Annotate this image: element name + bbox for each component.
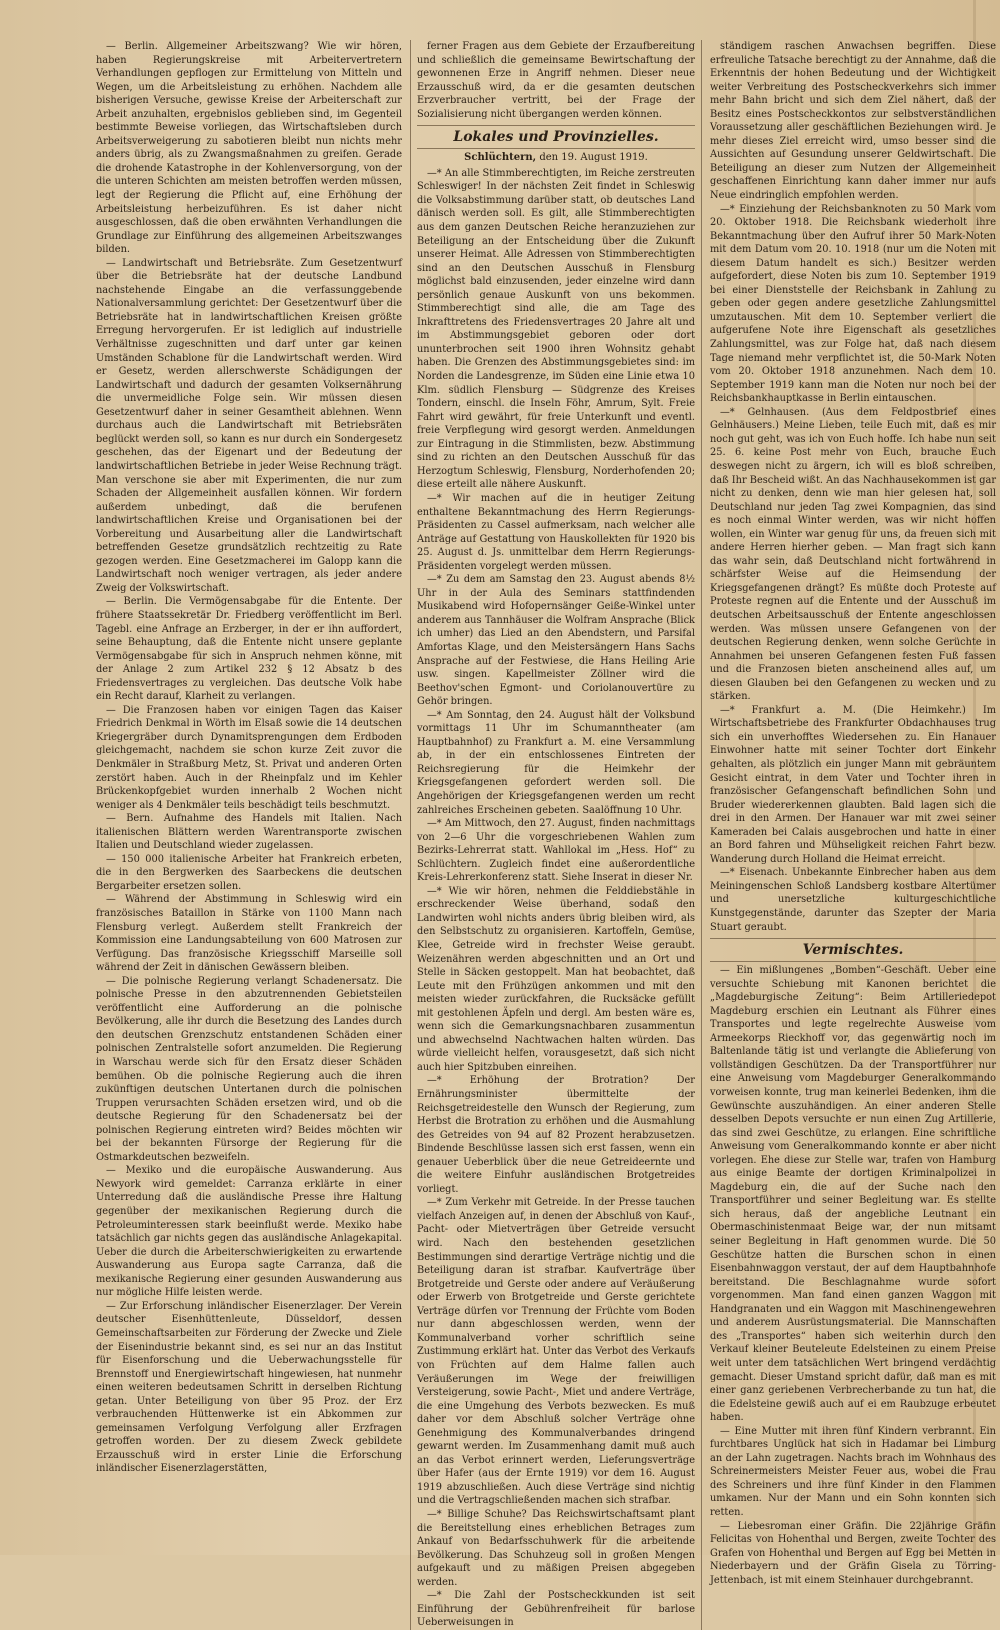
article: — 150 000 italienische Arbeiter hat Frankreich erbeten, die in den Bergwerken des Saarbeckens die deutschen Bergarbeiter ersetzen sollen. bbox=[96, 853, 402, 892]
article: —* Gelnhausen. (Aus dem Feldpostbrief eines Gelnhäusers.) Meine Lieben, teile Euch mit, daß es mir noch gut geht, was ich von Euch hoffe. Ich habe nun seit 25. 6. keine Post mehr von Euch, brauche Euch deswegen nicht zu ärgern, ich will es bloß schreiben, daß Ihr Bescheid wißt. An das Nachhausekommen ist gar nicht zu denken, denn wie man hier gelesen hat, soll Deutschland nur jeden Tag zwei Kompagnien, das sind es noch einmal Winter werden, was wir nicht hoffen wollen, ein Winter war genug für uns, da freuen sich mit andere Herren hierher geben. — Man fragt sich kann das wahr sein, daß Deutschland nicht fortwährend in schärfster Weise auf die Heimsendung der Kriegsgefangenen drängt? Es müßte doch Proteste auf Proteste regnen auf die Entente und der Ausschuß im deutschen Arbeitsausschuß der Entente angeschlossen werden. Was müssen unsere Gefangenen von der deutschen Regierung denken, wenn solche Gerüchte in Annahmen bei unseren Gefangenen festen Fuß fassen und die Franzosen bieten anscheinend alles auf, um diesen Glauben bei den Gefangenen zu wecken und zu stärken. bbox=[710, 406, 997, 703]
article: —* Am Mittwoch, den 27. August, finden nachmittags von 2—6 Uhr die vorgeschriebenen Wahlen zum Bezirks-Lehrerrat statt. Wahllokal im „Hess. Hof“ zu Schlüchtern. Zugleich findet eine außerordentliche Kreis-Lehrerkonferenz statt. Siehe Inserat in dieser Nr. bbox=[417, 818, 695, 884]
article: — Liebesroman einer Gräfin. Die 22jährige Gräfin Felicitas von Hohenthal und Bergen, zweite Tochter des Grafen von Hohenthal und Bergen auf Egg bei Metten in Niederbayern und der Gräfin Gisela zu Törring-Jettenbach, ist mit einem Steinhauer durchgebrannt. bbox=[710, 1520, 996, 1586]
article: —* Wie wir hören, nehmen die Felddiebstähle in erschreckender Weise überhand, sodaß den Landwirten wohl nichts anders übrig bleiben wird, als den Selbstschutz zu organisieren. Kartoffeln, Gemüse, Klee, Getreide wird in frechster Weise geraubt. Weizenähren werden abgeschnitten und an Ort und Stelle in Säcken gestoppelt. Man hat beobachtet, daß Leute mit den Frühzügen ankommen und mit den meisten wieder zurückfahren, die Rucksäcke gefüllt mit gestohlenen Äpfeln und dergl. Am besten wäre es, wenn sich die Gemarkungsnachbaren zusammentun und abwechselnd Nachtwachen halten würden. Das würde vielleicht helfen, vorausgesetzt, daß sich nicht auch hier Spitzbuben einreihen. bbox=[417, 885, 695, 1073]
dateline-place: Schlüchtern, bbox=[464, 152, 537, 164]
article: — Zur Erforschung inländischer Eisenerzlager. Der Verein deutscher Eisenhüttenleute, Düsseldorf, dessen Gemeinschaftsarbeiten zur Förderung der Zwecke und Ziele der Eisenindustrie bekannt sind, es sei nur an das Institut für Eisenforschung und die Ueberwachungsstelle für Brennstoff und Energiewirtschaft hingewiesen, hat nunmehr einen weiteren bedeutsamen Schritt in derselben Richtung getan. Unter Beteiligung von über 95 Proz. der Erz verbrauchenden Hüttenwerke ist ein Abkommen zur gemeinsamen Verfolgung Verfolgung aller Erzfragen getroffen worden. Der zu diesem Zweck gebildete Erzausschuß wird in erster Linie die Erforschung inländischer Eisenerzlagerstätten, bbox=[96, 1300, 402, 1475]
article: —* Zum Verkehr mit Getreide. In der Presse tauchen vielfach Anzeigen auf, in denen der Abschluß von Kauf-, Pacht- oder Mietverträgen über Getreide versucht wird. Nach den bestehenden gesetzlichen Bestimmungen sind derartige Verträge nichtig und die Beteiligung daran ist strafbar. Kaufverträge über Brotgetreide und Gerste oder andere auf Veräußerung oder Erwerb von Brotgetreide und Gerste gerichtete Verträge dürfen vor Trennung der Früchte vom Boden nur dann abgeschlossen werden, wenn der Kommunalverband vorher schriftlich seine Zustimmung erklärt hat. Unter das Verbot des Verkaufs von Früchten auf dem Halme fallen auch Veräußerungen im Wege der freiwilligen Versteigerung, sowie Pacht-, Miet und andere Verträge, die eine Umgehung des Verbots bezwecken. Es muß daher vor dem Abschluß solcher Verträge ohne Genehmigung des Kommunalverbandes dringend gewarnt werden. Im Zusammenhang damit muß auch an das Verbot erinnert werden, Lieferungsverträge über Hafer (aus der Ernte 1919) vor dem 16. August 1919 abzuschließen. Auch diese Verträge sind nichtig und die Vertragschließenden machen sich strafbar. bbox=[417, 1197, 695, 1507]
article: — Landwirtschaft und Betriebsräte. Zum Gesetzentwurf über die Betriebsräte hat der deutsche Landbund nachstehende Eingabe an die verfassunggebende Nationalversammlung gerichtet: Der Gesetzentwurf über die Betriebsräte hat in landwirtschaftlichen Kreisen größte Erregung hervorgerufen. Er ist lediglich auf industrielle Verhältnisse zugeschnitten und darf unter gar keinen Umständen Schablone für die Landwirtschaft werden. Wird er Gesetz, werden allerschwerste Schädigungen der Landwirtschaft und dadurch der gesamten Volksernährung die unvermeidliche Folge sein. Wir müssen diesen Gesetzentwurf daher in seiner Gesamtheit ablehnen. Wenn durchaus auch die Landwirtschaft mit Betriebsräten beglückt werden soll, so kann es nur durch ein Sondergesetz geschehen, das der Eigenart und der Bedeutung der landwirtschaftlichen Betriebe in jeder Weise Rechnung trägt. Man verschone sie aber mit Experimenten, die nur zum Schaden der Allgemeinheit ausfallen können. Wir fordern außerdem unbedingt, daß die berufenen landwirtschaftlichen Kreise und Organisationen bei der Vorbereitung und Ausarbeitung aller die Landwirtschaft betreffenden Gesetze grundsätzlich rechtzeitig zu Rate gezogen werden. Eine Gesetzmacherei im Galopp kann die Landwirtschaft noch weniger vertragen, als jeder andere Zweig der Volkswirtschaft. bbox=[96, 257, 402, 594]
dateline-date: den 19. August 1919. bbox=[539, 152, 648, 164]
article: — Berlin. Die Vermögensabgabe für die Entente. Der frühere Staatssekretär Dr. Friedberg veröffentlicht im Berl. Tagebl. eine Anfrage an Erzberger, in der er ihn auffordert, seine Behauptung, daß die Entente nicht unsere geplante Vermögensabgabe für sich in Anspruch nehmen könne, mit der Anlage 2 zum Artikel 232 § 12 Absatz b des Friedensvertrages zu vergleichen. Das deutsche Volk habe ein Recht darauf, Klarheit zu verlangen. bbox=[96, 596, 402, 703]
article: ständigem raschen Anwachsen begriffen. Diese erfreuliche Tatsache berechtigt zu der Annahme, daß die Erkenntnis der hohen Bedeutung und der Wichtigkeit weiter Verbreitung des Postscheckverkehrs sich immer mehr Bahn bricht und sich dem Ziel nähert, daß der Besitz eines Postscheckkontos zur selbstverständlichen Voraussetzung aller geschäftlichen Beziehungen wird. Je mehr dieses Ziel erreicht wird, umso besser sind die Aussichten auf Gesundung unserer Geldwirtschaft. Die Beteiligung an dieser zum Nutzen der Allgemeinheit geschaffenen Einrichtung kann daher immer nur aufs Neue eindringlich empfohlen werden. bbox=[710, 41, 996, 202]
article: —* Die Zahl der Postscheckkunden ist seit Einführung der Gebührenfreiheit für barlose Ueberweisungen in bbox=[417, 1590, 695, 1629]
dateline bbox=[417, 151, 695, 165]
article: —* An alle Stimmberechtigten, im Reiche zerstreuten Schleswiger! In der nächsten Zeit findet in Schleswig die Volksabstimmung darüber statt, ob deutsches Land dänisch werden soll. Es gilt, alle Stimmberechtigten aus dem ganzen Deutschen Reiche heranzuziehen zur Beteiligung an der Entscheidung über die Zukunft unserer Heimat. Alle Adressen von Stimmberechtigten sind an den Deutschen Ausschuß in Flensburg möglichst bald einzusenden, jeder einzelne wird dann persönlich genaue Auskunft von uns bekommen. Stimmberechtigt sind alle, die am Tage des Inkrafttretens des Friedensvertrages 20 Jahre alt und im Abstimmungsgebiet geboren oder dort ununterbrochen seit 1900 ihren Wohnsitz gehabt haben. Die Grenzen des Abstimmungsgebietes sind: im Norden die Landesgrenze, im Süden eine Linie etwa 10 Klm. südlich Flensburg — Südgrenze des Kreises Tondern, einschl. die Inseln Föhr, Amrum, Sylt. Freie Fahrt wird gewährt, für freie Unterkunft und eventl. freie Verpflegung wird gesorgt werden. Anmeldungen zur Eintragung in die Stimmlisten, bezw. Abstimmung sind zu richten an den Deutschen Ausschuß für das Herzogtum Schleswig, Flensburg, Norderhofenden 20; diese erteilt alle nähere Auskunft. bbox=[417, 167, 695, 491]
column-middle bbox=[410, 40, 702, 1630]
article: — Ein mißlungenes „Bomben“-Geschäft. Ueber eine versuchte Schiebung mit Kanonen berichtet die „Magdeburgische Zeitung“: Beim Artilleriedepot Magdeburg erschien ein Leutnant als Führer eines Transportes und legte regelrechte Ausweise vom Armeekorps Rieckhoff vor, das gegenwärtig noch im Baltenlande tätig ist und verlangte die Ablieferung von vollständigen Geschützen. Da der Transportführer nur eine Anweisung vom Magdeburger Generalkommando vorweisen konnte, trug man keinerlei Bedenken, ihm die Gewünschte auszuhändigen. An einer anderen Stelle desselben Depots versuchte er nun einen Zug Artillerie, das sind zwei Geschütze, zu erlangen. Eine schriftliche Anweisung vom Generalkommando konnte er aber nicht vorlegen. Ehe diese zur Stelle war, trafen von Hamburg aus einige Beamte der dortigen Kriminalpolizei in Magdeburg ein, die auf der Suche nach den Transportführer und seiner Begleitung war. Es stellte sich heraus, daß der angebliche Leutnant ein Obermaschinistenmaat Beige war, der nun mitsamt seiner Begleitung in Haft genommen wurde. Die 50 Geschütze hatten die Burschen schon in einen Eisenbahnwaggon verstaut, der auf dem Hauptbahnhofe bereitstand. Die Beschlagnahme wurde sofort vorgenommen. Man fand einen ganzen Waggon mit Handgranaten und ein Waggon mit Maschinengewehren und anderem Ausrüstungsmaterial. Die Mannschaften des „Transportes“ haben sich weiterhin durch den Verkauf kleiner Beuteleute Edelsteinen zu einem Preise weit unter dem tatsächlichen Wert bringend verdächtig gemacht. Dieser Umstand spricht dafür, daß man es mit einer ganz geriebenen Verbrecherbande zu tun hat, die die Edelsteine gewiß auch auf ei em Raubzuge erbeutet haben. bbox=[710, 965, 996, 1424]
article: — Während der Abstimmung in Schleswig wird ein französisches Bataillon in Stärke von 1100 Mann nach Flensburg verlegt. Außerdem stellt Frankreich der Kommission eine Landungsabteilung von 600 Matrosen zur Verfügung. Das französische Kriegsschiff Marseille soll während der Zeit in dänischen Gewässern bleiben. bbox=[96, 894, 402, 974]
section-heading-misc: Vermischtes. bbox=[710, 938, 996, 962]
article: —* Frankfurt a. M. (Die Heimkehr.) Im Wirtschaftsbetriebe des Frankfurter Obdachhauses trug sich ein unverhofftes Wiedersehen zu. Ein Hanauer Einwohner hatte mit seiner Tochter dort Einkehr gehalten, als plötzlich ein junger Mann mit gebräuntem Gesicht eintrat, in dem Vater und Tochter ihren in französischer Gefangenschaft befindlichen Sohn und Bruder wiedererkennen glaubten. Bald lagen sich die drei in den Armen. Der Hanauer war mit zwei seiner Kameraden bei Calais ausgebrochen und hatte in einer an Bord fahren und Mühseligkeit reichen Fahrt bezw. Wanderung durch Holland die Heimat erreicht. bbox=[710, 704, 996, 865]
section-heading-local: Lokales und Provinzielles. bbox=[417, 125, 695, 149]
article: —* Eisenach. Unbekannte Einbrecher haben aus dem Meiningenschen Schloß Landsberg kostbare Altertümer und unersetzliche kulturgeschichtliche Kunstgegenstände, darunter das Szepter der Maria Stuart geraubt. bbox=[710, 867, 996, 933]
article: —* Billige Schuhe? Das Reichswirtschaftsamt plant die Bereitstellung eines erheblichen Betrages zum Ankauf von Bedarfsschuhwerk für die arbeitende Bevölkerung. Das Schuhzeug soll in großen Mengen aufgekauft und zu mäßigen Preisen abgegeben werden. bbox=[417, 1508, 695, 1588]
article-continuation: ferner Fragen aus dem Gebiete der Erzaufbereitung und schließlich die gemeinsame Bewirtschaftung der gewonnenen Erze in Angriff nehmen. Dieser neue Erzausschuß wird, da er die gesamten deutschen Erzverbraucher vertritt, bei der Frage der Sozialisierung nicht übergangen werden können. bbox=[417, 41, 695, 120]
article: — Mexiko und die europäische Auswanderung. Aus Newyork wird gemeldet: Carranza erklärte in einer Unterredung daß die ausländische Presse ihre Haltung gegenüber der mexikanischen Regierung durch die Petroleuminteressen stark beeinflußt werde. Mexiko habe tatsächlich gar nichts gegen das ausländische Anlagekapital. Ueber die durch die Arbeiterschwierigkeiten zu erwartende Auswanderung aus Europa sagte Carranza, daß die mexikanische Regierung einer gesunden Auswanderung aus nur mögliche Hilfe leisten werde. bbox=[96, 1165, 402, 1299]
article: —* Erhöhung der Brotration? Der Ernährungsminister übermittelte der Reichsgetreidestelle den Wunsch der Regierung, zum Herbst die Brotration zu erhöhen und die Ausmahlung des Getreides von 94 auf 82 Prozent herabzusetzen. Bindende Beschlüsse lassen sich erst fassen, wenn ein genauer Ueberblick über die neue Getreideernte und die weitere Einfuhr ausländischen Brotgetreides vorliegt. bbox=[417, 1075, 695, 1195]
column-right bbox=[704, 40, 996, 1630]
article: —* Einziehung der Reichsbanknoten zu 50 Mark vom 20. Oktober 1918. Die Reichsbank wiederholt ihre Bekanntmachung über den Aufruf ihrer 50 Mark-Noten mit dem Datum vom 20. 10. 1918 (nur um die Noten mit diesem Datum handelt es sich.) Besitzer werden aufgefordert, diese Noten bis zum 10. September 1919 bei einer Dienststelle der Reichsbank in Zahlung zu geben oder gegen andere gesetzliche Zahlungsmittel umzutauschen. Mit dem 10. September verliert die aufgerufene Note ihre Eigenschaft als gesetzliches Zahlungsmittel, was zur Folge hat, daß nach diesem Tage niemand mehr verpflichtet ist, die 50-Mark Noten vom 20. Oktober 1918 anzunehmen. Nach dem 10. September 1919 kann man die Noten nur noch bei der Reichsbankhauptkasse in Berlin eintauschen. bbox=[710, 203, 996, 405]
columns bbox=[96, 40, 997, 1629]
column-left bbox=[96, 40, 408, 1630]
article: —* Wir machen auf die in heutiger Zeitung enthaltene Bekanntmachung des Herrn Regierungs-Präsidenten zu Cassel aufmerksam, nach welcher alle Anträge auf Gestattung von Hauskollekten für 1920 bis 25. August d. Js. unmittelbar dem Herrn Regierungs-Präsidenten vorgelegt werden müssen. bbox=[417, 492, 695, 572]
article: — Die Franzosen haben vor einigen Tagen das Kaiser Friedrich Denkmal in Wörth im Elsaß sowie die 14 deutschen Kriegergräber durch Dynamitsprengungen dem Erdboden gleichgemacht, nachdem sie schon kurze Zeit zuvor die Denkmäler in Straßburg Metz, St. Privat und anderen Orten zerstört haben. Auch in der Rheinpfalz und im Kehler Brückenkopfgebiet wurden innerhalb 2 Wochen nicht weniger als 4 Denkmäler teils beschädigt teils beschmutzt. bbox=[96, 704, 402, 811]
article: — Berlin. Allgemeiner Arbeitszwang? Wie wir hören, haben Regierungskreise mit Arbeitervertretern Verhandlungen gepflogen zur Ermittelung von Mitteln und Wegen, um die Arbeitsleistung zu erhöhen. Nachdem alle bisherigen Versuche, gewisse Kreise der Arbeiterschaft zur Arbeit anzuhalten, ergebnislos geblieben sind, im Gegenteil bestimmte Beweise vorliegen, das Wirtschaftsleben durch Arbeitsverweigerung zu sabotieren bleibt nun nichts mehr anders übrig, als zu Zwangsmaßnahmen zu greifen. Gerade die drohende Katastrophe in der Kohlenversorgung, von der die unteren Schichten am meisten betroffen werden müssen, legt der Regierung die Pflicht auf, eine Erhöhung der Arbeitsleistung herbeizuführen. Es ist daher nicht ausgeschlossen, daß die oben erwähnten Verhandlungen die Grundlage zur Einführung des allgemeinen Arbeitszwanges bilden. bbox=[96, 41, 402, 256]
article: — Bern. Aufnahme des Handels mit Italien. Nach italienischen Blättern werden Warentransporte zwischen Italien und Deutschland wieder zugelassen. bbox=[96, 813, 402, 852]
article: — Eine Mutter mit ihren fünf Kindern verbrannt. Ein furchtbares Unglück hat sich in Hadamar bei Limburg an der Lahn zugetragen. Nachts brach im Wohnhaus des Schreinermeisters Meister Feuer aus, wobei die Frau des Schreiners und ihre fünf Kinder in den Flammen umkamen. Nur der Mann und ein Sohn konnten sich retten. bbox=[710, 1425, 996, 1518]
article: —* Am Sonntag, den 24. August hält der Volksbund vormittags 11 Uhr im Schumanntheater (am Hauptbahnhof) zu Frankfurt a. M. eine Versammlung ab, in der ein entschlossenes Eintreten der Reichsregierung für die Heimkehr der Kriegsgefangenen gefordert werden soll. Die Angehörigen der Kriegsgefangenen werden um recht zahlreiches Erscheinen gebeten. Saalöffnung 10 Uhr. bbox=[417, 709, 695, 816]
article: — Die polnische Regierung verlangt Schadenersatz. Die polnische Presse in den abzutrennenden Gebietsteilen veröffentlicht eine Aufforderung an die polnische Bevölkerung, alle ihr durch die Besetzung des Landes durch den deutschen Grenzschutz entstandenen Schäden einer polnischen Zentralstelle sofort anzumelden. Die Regierung in Warschau werde sich für den Ersatz dieser Schäden bemühen. Ob die polnische Regierung auch die ihren zukünftigen deutschen Untertanen durch die polnischen Truppen verursachten Schäden ersetzen wird, und ob die deutsche Regierung für den Schadenersatz bei der polnischen Regierung eintreten wird? Beides möchten wir bei der bekannten Fürsorge der Regierung für die Ostmarkdeutschen bezweifeln. bbox=[96, 975, 402, 1163]
paper-fold bbox=[973, 0, 976, 1555]
article: —* Zu dem am Samstag den 23. August abends 8½ Uhr in der Aula des Seminars stattfindenden Musikabend wird Hofopernsänger Geiße-Winkel unter anderem aus Tannhäuser die Wolfram Ansprache (Blick ich umher) das Lied an den Abendstern, und Parsifal Amfortas Klage, und den Meistersängern Hans Sachs Ansprache auf der Festwiese, die Hans Heiling Arie usw. singen. Kapellmeister Zöllner wird die Beethov'schen Egmont- und Coriolanouvertüre zu Gehör bringen. bbox=[417, 574, 695, 708]
